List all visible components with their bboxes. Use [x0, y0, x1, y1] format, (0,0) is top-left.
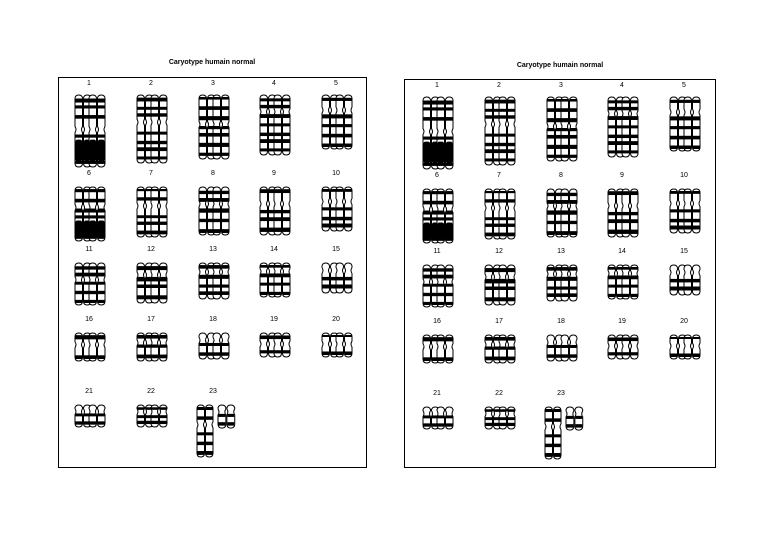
chromosome-16-b — [436, 334, 454, 364]
pair-label-21: 21 — [85, 388, 93, 395]
pair-label-8: 8 — [211, 170, 215, 177]
chromosome-11-b — [88, 262, 106, 306]
chromosome-8-b — [212, 186, 230, 236]
chromosome-y — [565, 406, 584, 431]
pair-label-18: 18 — [209, 316, 217, 323]
chromosome-5-b — [335, 94, 353, 150]
chromosome-18-b — [560, 334, 578, 362]
pair-label-6: 6 — [87, 170, 91, 177]
chromosome-20-b — [683, 334, 701, 360]
chromosome-16-b — [88, 332, 106, 362]
chromosome-4-b — [273, 94, 291, 156]
chromosome-14-b — [621, 264, 639, 300]
chromosome-2-b — [150, 94, 168, 164]
pair-label-10: 10 — [332, 170, 340, 177]
pair-label-7: 7 — [149, 170, 153, 177]
chromosome-x — [196, 404, 214, 458]
chromosome-8-b — [560, 188, 578, 238]
chromosome-1-b — [88, 94, 106, 168]
right-panel-title: Caryotype humain normal — [516, 62, 604, 69]
pair-label-8: 8 — [559, 172, 563, 179]
right-karyotype-panel — [404, 79, 716, 468]
pair-label-2: 2 — [149, 80, 153, 87]
pair-label-5: 5 — [334, 80, 338, 87]
pair-label-21: 21 — [433, 390, 441, 397]
chromosome-y — [217, 404, 236, 429]
pair-label-13: 13 — [209, 246, 217, 253]
chromosome-3-b — [212, 94, 230, 160]
pair-label-14: 14 — [270, 246, 278, 253]
chromosome-21-b — [88, 404, 106, 428]
chromosome-10-b — [335, 186, 353, 232]
pair-label-17: 17 — [147, 316, 155, 323]
chromosome-2-b — [498, 96, 516, 166]
chromosome-6-b — [436, 188, 454, 244]
pair-label-11: 11 — [433, 248, 441, 255]
pair-label-23: 23 — [209, 388, 217, 395]
pair-label-23: 23 — [557, 390, 565, 397]
pair-label-15: 15 — [680, 248, 688, 255]
pair-label-10: 10 — [680, 172, 688, 179]
chromosome-3-b — [560, 96, 578, 162]
pair-label-2: 2 — [497, 82, 501, 89]
chromosome-4-b — [621, 96, 639, 158]
left-panel-title: Caryotype humain normal — [168, 59, 256, 66]
chromosome-21-b — [436, 406, 454, 430]
pair-label-16: 16 — [433, 318, 441, 325]
chromosome-10-b — [683, 188, 701, 234]
chromosome-9-b — [621, 188, 639, 238]
left-karyotype-panel — [58, 77, 367, 468]
pair-label-3: 3 — [559, 82, 563, 89]
pair-label-7: 7 — [497, 172, 501, 179]
chromosome-5-b — [683, 96, 701, 152]
chromosome-19-b — [621, 334, 639, 360]
chromosome-20-b — [335, 332, 353, 358]
pair-label-14: 14 — [618, 248, 626, 255]
pair-label-12: 12 — [495, 248, 503, 255]
pair-label-3: 3 — [211, 80, 215, 87]
pair-label-22: 22 — [495, 390, 503, 397]
pair-label-17: 17 — [495, 318, 503, 325]
pair-label-11: 11 — [85, 246, 93, 253]
pair-label-6: 6 — [435, 172, 439, 179]
pair-label-12: 12 — [147, 246, 155, 253]
chromosome-14-b — [273, 262, 291, 298]
pair-label-5: 5 — [682, 82, 686, 89]
pair-label-16: 16 — [85, 316, 93, 323]
chromosome-1-b — [436, 96, 454, 170]
pair-label-9: 9 — [620, 172, 624, 179]
chromosome-12-b — [498, 264, 516, 306]
pair-label-19: 19 — [270, 316, 278, 323]
pair-label-18: 18 — [557, 318, 565, 325]
pair-label-20: 20 — [332, 316, 340, 323]
chromosome-11-b — [436, 264, 454, 308]
chromosome-22-b — [498, 406, 516, 430]
chromosome-17-b — [498, 334, 516, 364]
chromosome-13-b — [212, 262, 230, 300]
pair-label-1: 1 — [435, 82, 439, 89]
chromosome-22-b — [150, 404, 168, 428]
chromosome-17-b — [150, 332, 168, 362]
chromosome-7-b — [498, 188, 516, 240]
chromosome-15-b — [683, 264, 701, 296]
chromosome-7-b — [150, 186, 168, 238]
chromosome-6-b — [88, 186, 106, 242]
chromosome-13-b — [560, 264, 578, 302]
chromosome-15-b — [335, 262, 353, 294]
pair-label-19: 19 — [618, 318, 626, 325]
pair-label-4: 4 — [620, 82, 624, 89]
pair-label-15: 15 — [332, 246, 340, 253]
pair-label-4: 4 — [272, 80, 276, 87]
pair-label-9: 9 — [272, 170, 276, 177]
chromosome-19-b — [273, 332, 291, 358]
pair-label-13: 13 — [557, 248, 565, 255]
pair-label-22: 22 — [147, 388, 155, 395]
chromosome-x — [544, 406, 562, 460]
chromosome-9-b — [273, 186, 291, 236]
chromosome-18-b — [212, 332, 230, 360]
chromosome-12-b — [150, 262, 168, 304]
pair-label-20: 20 — [680, 318, 688, 325]
pair-label-1: 1 — [87, 80, 91, 87]
